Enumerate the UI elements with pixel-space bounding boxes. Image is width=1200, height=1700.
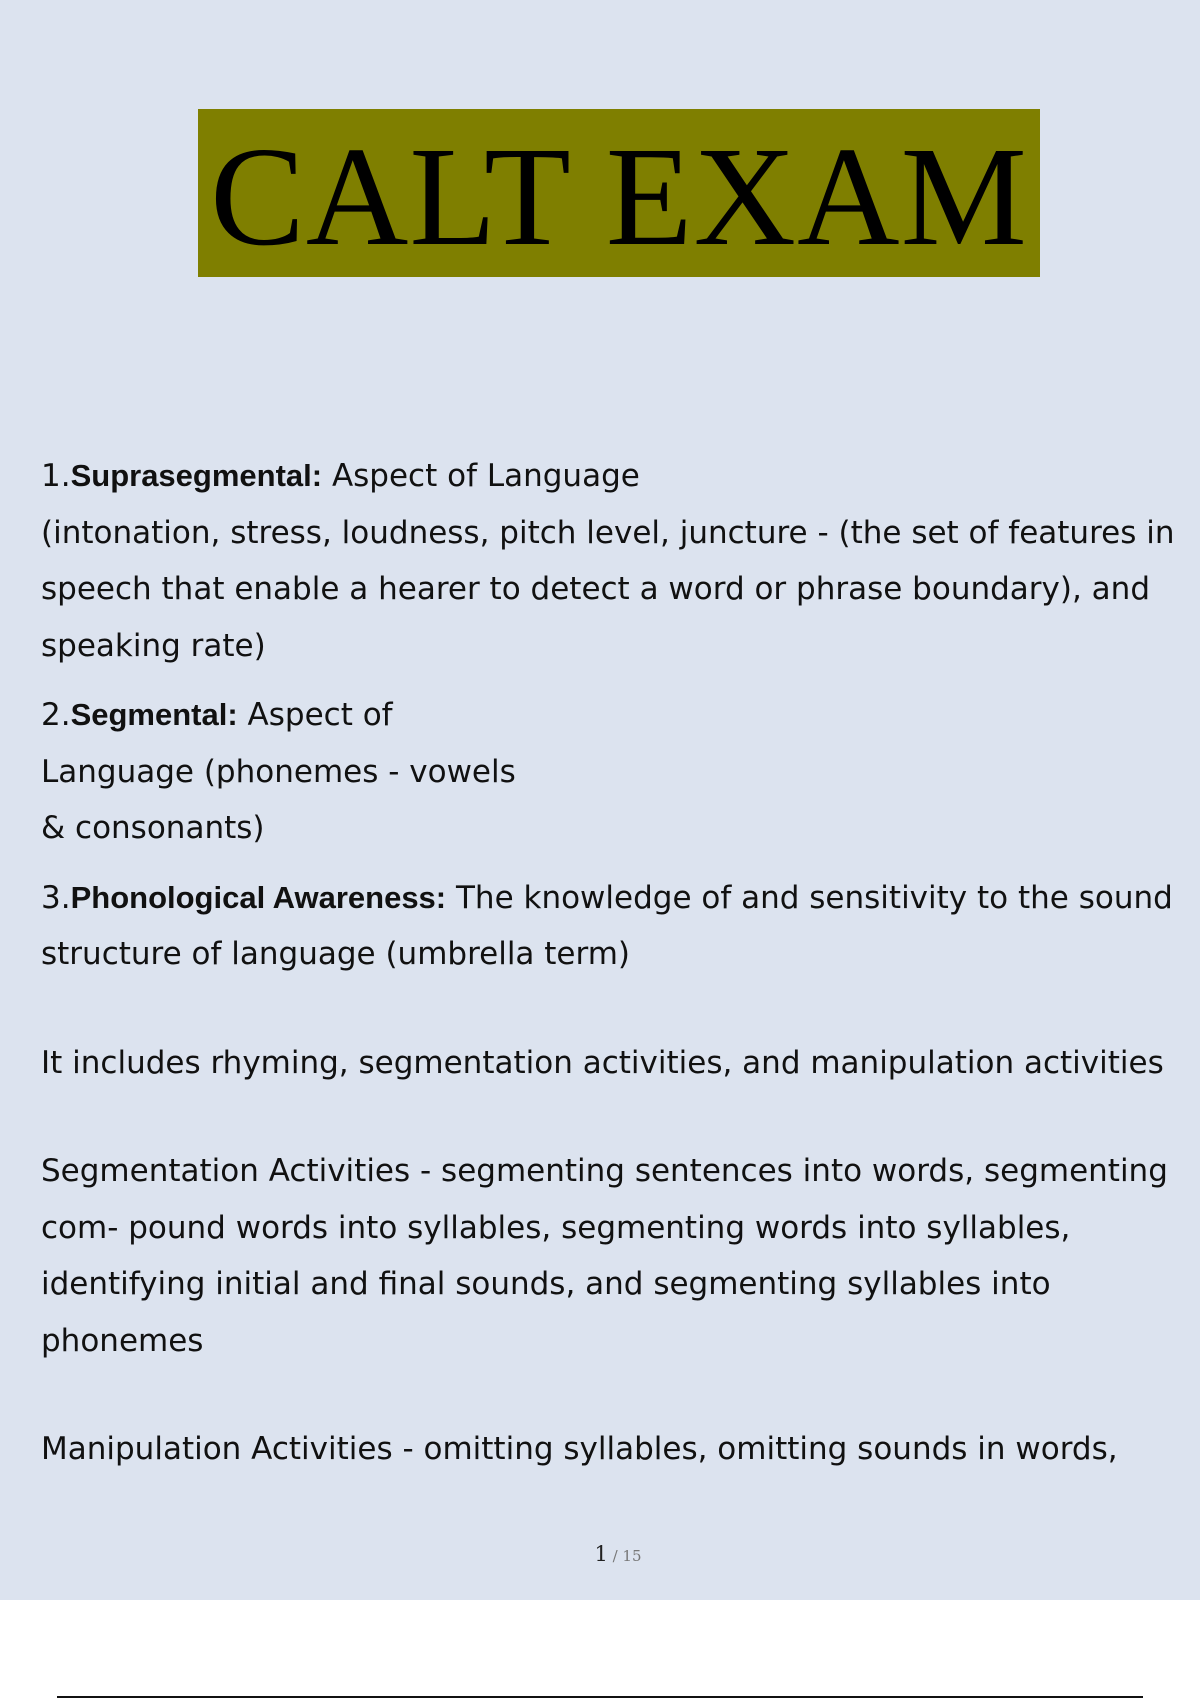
item-number: 3. [41, 879, 71, 916]
title-banner [198, 109, 1040, 277]
document-title: CALT EXAM [210, 117, 1028, 275]
document-body [41, 448, 1191, 1478]
item-text: Aspect of [237, 697, 393, 733]
item-number: 2. [41, 697, 71, 733]
item-text: Language (phonemes - vowels [41, 753, 516, 790]
paragraph: Manipulation Activities - omitting syllables, omitting sounds in words, [41, 1431, 1118, 1467]
page-current: 1 [594, 1542, 608, 1566]
page-number [0, 1542, 1200, 1566]
list-item [41, 687, 1191, 857]
list-item [41, 448, 1191, 674]
page-total: / 15 [607, 1547, 642, 1565]
paragraph: It includes rhyming, segmentation activities, and manipulation activities [41, 1044, 1164, 1081]
item-text: (intonation, stress, loudness, pitch level, juncture - (the set of features in speech that enable a hearer to detect a word or phrase boundary), and speaking rate) [41, 514, 1175, 664]
item-number: 1. [41, 458, 71, 494]
divider-line [57, 1696, 1143, 1698]
paragraph: Segmentation Activities - segmenting sentences into words, segmenting com- pound words into syllables, segmenting words into syllables, identifying initial and final sounds, and segmenting syllables into phonemes [41, 1153, 1168, 1359]
item-term: Suprasegmental: [70, 458, 323, 493]
item-text: The knowledge of and sensitivity to the sound structure of language (umbrella term) [41, 879, 1173, 972]
item-text: & consonants) [41, 810, 265, 846]
item-term: Segmental: [70, 697, 238, 732]
list-item [41, 870, 1191, 983]
item-term: Phonological Awareness: [70, 879, 447, 915]
item-text: Aspect of Language [322, 458, 640, 494]
